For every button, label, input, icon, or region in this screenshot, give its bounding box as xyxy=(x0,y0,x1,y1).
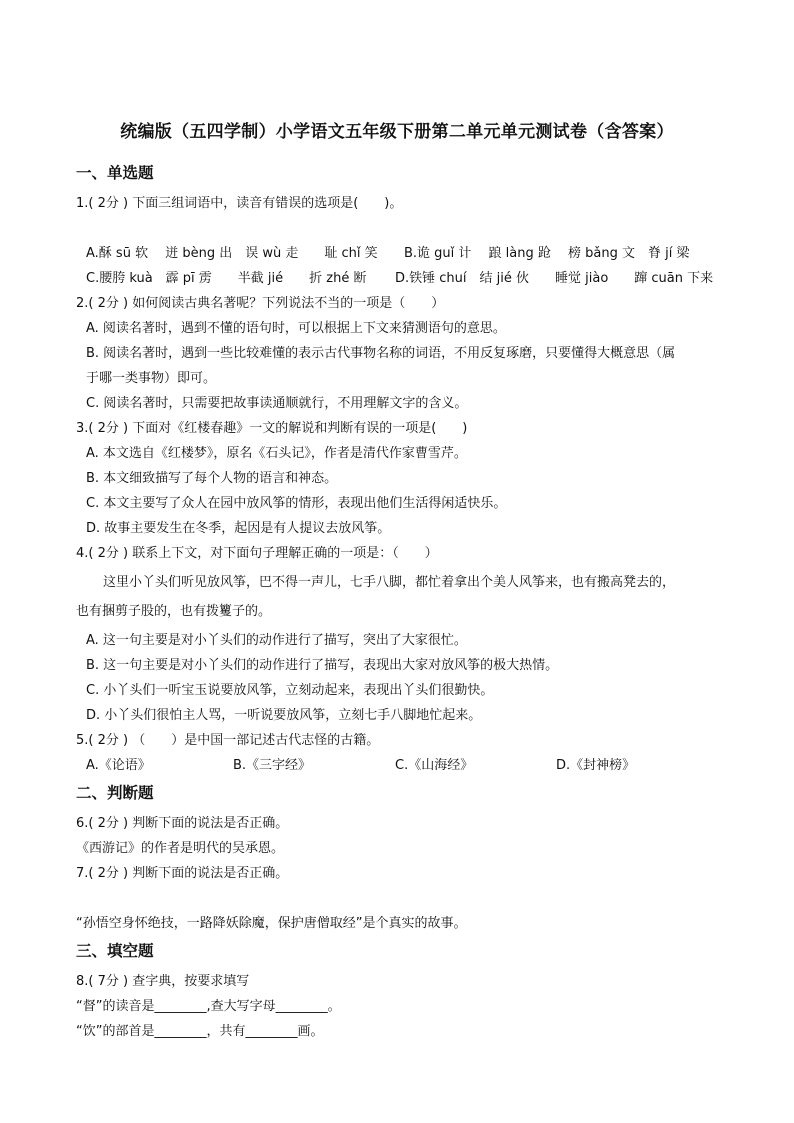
question-3-stem: 3.( 2分 ) 下面对《红楼春趣》一文的解说和判断有误的一项是( ) xyxy=(76,421,468,436)
question-2-option-b-continued: 于哪一类事物）即可。 xyxy=(86,371,217,386)
question-4-option-b: B. 这一句主要是对小丫头们的动作进行了描写，表现出大家对放风筝的极大热情。 xyxy=(86,658,559,673)
question-8-line-2: “饮”的部首是________，共有________画。 xyxy=(76,1024,324,1039)
question-1-option-d: D.铁锤 chuí 结 jié 伙 睡觉 jiào 蹿 cuān 下来 xyxy=(395,271,714,286)
question-5-option-a: A.《论语》 xyxy=(86,758,151,773)
question-3-option-b: B. 本文细致描写了每个人物的语言和神态。 xyxy=(86,471,338,486)
question-4-passage-continued: 也有捆剪子股的，也有拨籰子的。 xyxy=(76,604,272,619)
question-5-stem: 5.( 2分 ) （ ）是中国一部记述古代志怪的古籍。 xyxy=(76,733,380,748)
question-3-option-a: A. 本文选自《红楼梦》，原名《石头记》，作者是清代作家曹雪芹。 xyxy=(86,446,467,461)
question-2-option-c: C. 阅读名著时，只需要把故事读通顺就行，不用理解文字的含义。 xyxy=(86,396,468,411)
question-1-option-a: A.酥 sū 软 迸 bèng 出 误 wù 走 耻 chǐ 笑 xyxy=(86,246,378,261)
question-2-stem: 2.( 2分 ) 如何阅读古典名著呢？下列说法不当的一项是（ ） xyxy=(76,296,445,311)
question-8-line-1: “督”的读音是________,查大写字母________。 xyxy=(76,999,341,1014)
question-4-stem: 4.( 2分 ) 联系上下文，对下面句子理解正确的一项是：（ ） xyxy=(76,546,438,561)
question-4-option-d: D. 小丫头们很怕主人骂，一听说要放风筝，立刻七手八脚地忙起来。 xyxy=(86,708,482,723)
section-heading-true-false: 二、判断题 xyxy=(76,784,154,802)
question-2-option-b: B. 阅读名著时，遇到一些比较难懂的表示古代事物名称的词语，不用反复琢磨，只要懂得大概意思（属 xyxy=(86,346,676,361)
question-4-option-a: A. 这一句主要是对小丫头们的动作进行了描写，突出了大家很忙。 xyxy=(86,633,467,648)
question-6-statement: 《西游记》的作者是明代的吴承恩。 xyxy=(76,841,285,856)
question-7-statement: “孙悟空身怀绝技，一路降妖除魔，保护唐僧取经”是个真实的故事。 xyxy=(76,916,467,931)
document-title: 统编版（五四学制）小学语文五年级下册第二单元单元测试卷（含答案） xyxy=(120,122,674,142)
section-heading-single-choice: 一、单选题 xyxy=(76,164,154,182)
question-1-option-c: C.腰胯 kuà 霹 pī 雳 半截 jié 折 zhé 断 xyxy=(86,271,367,286)
question-6-stem: 6.( 2分 ) 判断下面的说法是否正确。 xyxy=(76,816,289,831)
question-5-option-b: B.《三字经》 xyxy=(233,758,312,773)
question-7-stem: 7.( 2分 ) 判断下面的说法是否正确。 xyxy=(76,866,289,881)
question-5-option-c: C.《山海经》 xyxy=(395,758,474,773)
question-3-option-c: C. 本文主要写了众人在园中放风筝的情形，表现出他们生活得闲适快乐。 xyxy=(86,496,507,511)
question-1-option-b: B.诡 guǐ 计 踉 làng 跄 榜 bǎng 文 脊 jí 梁 xyxy=(404,246,690,261)
question-4-option-c: C. 小丫头们一听宝玉说要放风筝，立刻动起来，表现出丫头们很勤快。 xyxy=(86,683,494,698)
question-2-option-a: A. 阅读名著时，遇到不懂的语句时，可以根据上下文来猜测语句的意思。 xyxy=(86,321,506,336)
question-5-option-d: D.《封神榜》 xyxy=(556,758,636,773)
question-4-passage: 这里小丫头们听见放风筝，巴不得一声儿，七手八脚，都忙着拿出个美人风筝来，也有搬高凳去的， xyxy=(103,575,676,590)
question-8-stem: 8.( 7分 ) 查字典，按要求填写 xyxy=(76,974,250,989)
section-heading-fill-in: 三、填空题 xyxy=(76,942,154,960)
question-1-stem: 1.( 2分 ) 下面三组词语中，读音有错误的选项是( )。 xyxy=(76,196,403,211)
question-3-option-d: D. 故事主要发生在冬季，起因是有人提议去放风筝。 xyxy=(86,521,391,536)
